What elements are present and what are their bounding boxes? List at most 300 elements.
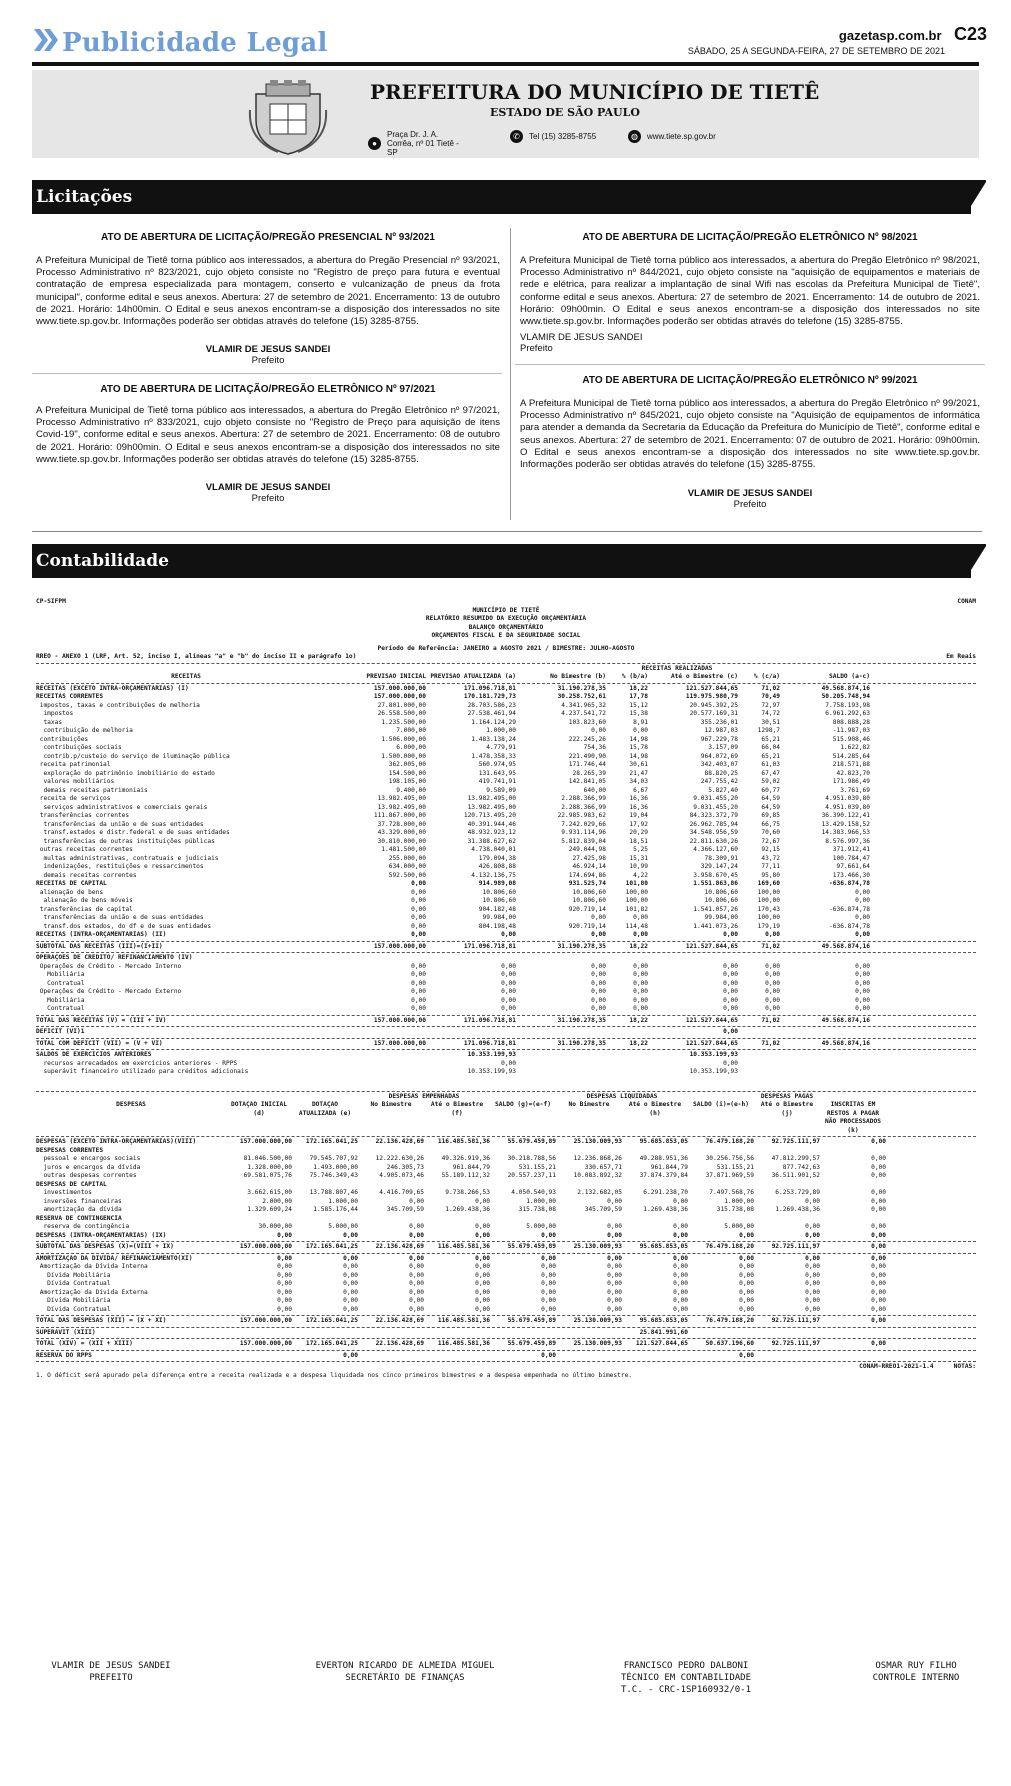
signature-role: TÉCNICO EM CONTABILIDADE	[620, 1673, 752, 1683]
table-row	[36, 812, 976, 821]
cell-value: 0,00	[411, 971, 426, 978]
receitas-table	[36, 685, 976, 940]
cell-value: 0,00	[855, 914, 870, 921]
table-row	[36, 1280, 976, 1289]
website-text[interactable]: www.tiete.sp.gov.br	[647, 132, 716, 141]
cell-value: 40.391.944,46	[467, 820, 516, 828]
table-row	[36, 778, 976, 787]
cell-value: 0,00	[409, 1254, 424, 1262]
cell-value: 247.755,42	[700, 778, 738, 785]
table-row	[36, 846, 976, 855]
cell-value: 88.820,25	[704, 769, 738, 777]
cell-value: 4.132.136,75	[471, 871, 516, 879]
cell-value: 10.806,60	[704, 888, 738, 896]
cell-value: 0,00	[673, 1271, 688, 1279]
row-label: Mobiliária	[36, 971, 85, 978]
cell-value: 74,72	[761, 710, 780, 717]
cell-value: 10.353.199,93	[689, 1068, 738, 1075]
row-label: contrib.p/custeio do serviço de iluminação pública	[36, 752, 230, 760]
cell-value: 75.746.349,43	[309, 1172, 358, 1179]
cell-value: -636.874,78	[829, 880, 870, 887]
cell-value: 5.000,00	[724, 1223, 754, 1230]
cell-value: 0,00	[765, 988, 780, 995]
row-label: contribuições sociais	[36, 744, 122, 751]
table-row	[36, 880, 976, 889]
cell-value: 9.031.455,20	[693, 795, 738, 802]
column-header: Até o Bimestre (c)	[670, 673, 738, 680]
cell-value: 0,00	[633, 988, 648, 995]
cell-value: 12.236.868,26	[573, 1155, 622, 1162]
row-label: outras despesas correntes	[36, 1172, 137, 1179]
table-row	[36, 906, 976, 915]
row-label: Dívida Contratual	[36, 1280, 111, 1287]
table-row	[36, 897, 976, 906]
cell-value: 0,00	[343, 1351, 358, 1359]
cell-value	[780, 1060, 870, 1069]
phone-contact	[510, 130, 596, 143]
cell-value: 157.000.000,00	[373, 693, 426, 700]
cell-value: 72,67	[761, 837, 780, 845]
licitacoes-band: Licitações	[32, 180, 971, 214]
cell-value: 92.725.111,97	[771, 1317, 820, 1324]
cell-value: 0,00	[411, 979, 426, 987]
cell-value	[516, 1068, 606, 1077]
table-row	[36, 1206, 976, 1215]
table-row	[36, 1060, 976, 1069]
rule	[36, 952, 976, 953]
cell-value: 0,00	[277, 1288, 292, 1296]
cell-value: 0,00	[343, 1254, 358, 1262]
cell-value: 64,59	[761, 803, 780, 811]
budget-report	[36, 598, 976, 1380]
cell-value: 31.388.627,62	[467, 837, 516, 845]
cell-value: 121.527.844,65	[685, 684, 738, 692]
despesas-total	[36, 1317, 976, 1326]
cell-value: 0,00	[765, 971, 780, 978]
row-label: demais receitas correntes	[36, 871, 137, 879]
cell-value: 55.189.112,32	[441, 1172, 490, 1179]
row-label: Dívida Contratual	[36, 1305, 111, 1313]
cell-value: 0,00	[871, 1163, 886, 1171]
receitas-subtotal	[36, 943, 976, 952]
cell-value: 50.637.196,60	[705, 1340, 754, 1347]
table-row	[36, 1272, 976, 1281]
table-row	[36, 980, 976, 989]
row-label: Operações de Crédito - Mercado Interno	[36, 962, 182, 970]
cell-value: 0,00	[277, 1305, 292, 1313]
column-header: No Bimestre	[370, 1101, 412, 1108]
cell-value: 0,00	[541, 1297, 556, 1304]
cell-value: 1.483.138,24	[471, 735, 516, 743]
column-header: PREVISÃO ATUALIZADA (a)	[430, 673, 516, 680]
cell-value	[226, 1352, 292, 1361]
column-header: INSCRITAS EM RESTOS A PAGAR NÃO PROCESSADOS (k)	[825, 1101, 881, 1134]
row-label: juros e encargos da dívida	[36, 1163, 141, 1171]
cell-value: 22.136.428,69	[375, 1340, 424, 1347]
cell-value: 0,00	[871, 1223, 886, 1230]
cell-value: 0,00	[723, 931, 738, 938]
cell-value: 3.761,69	[840, 786, 870, 794]
cell-value: 4.237.541,72	[561, 710, 606, 717]
cell-value: 4,22	[633, 871, 648, 879]
cell-value: 0,00	[855, 1005, 870, 1012]
row-label: Contratual	[36, 979, 85, 987]
cell-value: 0,00	[871, 1305, 886, 1313]
cell-value: 31.190.278,35	[557, 1039, 606, 1047]
despesas-subtotal	[36, 1243, 976, 1252]
cell-value: 18,22	[629, 1039, 648, 1047]
cell-value	[226, 1329, 292, 1338]
cell-value	[622, 1147, 688, 1156]
row-label: RECEITAS CORRENTES	[36, 693, 104, 700]
signer-role: Prefeito	[733, 499, 767, 510]
cell-value: 30,61	[629, 761, 648, 768]
cell-value	[688, 1215, 754, 1224]
column-header: DOTAÇÃO INICIAL (d)	[231, 1101, 287, 1117]
cell-value: 0,00	[723, 996, 738, 1004]
cell-value: 25.130.009,93	[573, 1340, 622, 1347]
cell-value: 0,00	[739, 1288, 754, 1296]
notice-signature	[520, 488, 980, 510]
cell-value: 0,00	[805, 1231, 820, 1239]
row-label: Operações de Crédito - Mercado Externo	[36, 988, 182, 995]
row-label: RESERVA DE CONTINGÊNCIA	[36, 1214, 122, 1222]
table-row	[36, 1155, 976, 1164]
cell-value: 0,00	[411, 880, 426, 887]
cell-value: 55.679.459,89	[507, 1243, 556, 1250]
rule	[36, 941, 976, 942]
signer-name: VLAMIR DE JESUS SANDEI	[205, 344, 331, 355]
cell-value: 0,00	[343, 1263, 358, 1270]
notice-body: A Prefeitura Municipal de Tietê torna público aos interessados, a abertura do Pregão Eletrônico nº 98/2021, Processo Administrativo nº 844/2021, cujo objeto consiste na "aquisição de equipamentos e materiais de rede e elétrica, para realizar a implantação de sinal Wifi nas escolas da Prefeitura Municipal de Tietê", conforme edital e seus anexos. Abertura: 27 de setembro de 2021. Encerramento: 14 de outubro de 2021. Horário: 09h00min. O Edital e seus anexos encontram-se a disposição dos interessados no site www.tiete.sp.gov.br. Informações poderão ser obtidas através do telefone (15) 3285-8755.	[520, 255, 980, 328]
rule	[36, 1315, 976, 1316]
band-tail-icon	[960, 544, 986, 578]
row-label: impostos, taxas e contribuições de melhoria	[36, 701, 200, 709]
cell-value: 101,80	[625, 880, 648, 887]
cell-value: 173.466,30	[832, 871, 870, 879]
row-label: Dívida Mobiliária	[36, 1271, 111, 1279]
cell-value: 0,00	[805, 1263, 820, 1270]
row-label: SALDOS DE EXERCÍCIOS ANTERIORES	[36, 1051, 152, 1058]
cell-value	[556, 1215, 622, 1224]
cell-value: 66,75	[761, 820, 780, 828]
cell-value: 0,00	[501, 1059, 516, 1067]
column-header: Até o Bimestre (j)	[760, 1101, 814, 1117]
cell-value	[754, 1181, 820, 1190]
signature-block	[300, 1660, 510, 1684]
cell-value: 0,00	[871, 1297, 886, 1304]
cell-value	[490, 1215, 556, 1224]
cell-value: 0,00	[765, 996, 780, 1004]
cell-value: 37.728.000,00	[377, 820, 426, 828]
cell-value: 0,00	[871, 1271, 886, 1279]
report-title: BALANÇO ORÇAMENTÁRIO	[468, 623, 544, 631]
phone-text[interactable]: Tel (15) 3285-8755	[529, 132, 597, 141]
cell-value	[556, 1329, 622, 1338]
cell-value	[424, 1147, 490, 1156]
cell-value: 18,22	[629, 942, 648, 950]
cell-value: 0,00	[633, 931, 648, 938]
cell-value: 0,00	[633, 1005, 648, 1012]
cell-value: 4.779,91	[486, 744, 516, 751]
row-label: TOTAL COM DÉFICIT (VII) = (V + VI)	[36, 1039, 163, 1047]
cell-value: 0,00	[409, 1280, 424, 1287]
cell-value: 246.305,73	[386, 1163, 424, 1171]
cell-value: 0,00	[343, 1297, 358, 1304]
cell-value: 171.096.718,81	[463, 942, 516, 950]
table-row	[36, 1005, 976, 1014]
cell-value: 169,60	[757, 880, 780, 887]
notice-signature	[520, 332, 643, 354]
cell-value: 31.190.278,35	[557, 1016, 606, 1024]
row-label: DESPESAS (INTRA-ORÇAMENTÁRIAS) (IX)	[36, 1231, 167, 1239]
cell-value: 0,00	[673, 1297, 688, 1304]
report-system: CP-SIFPM	[36, 598, 66, 605]
table-row	[36, 795, 976, 804]
cell-value: 0,00	[739, 1297, 754, 1304]
row-label: SUBTOTAL DAS DESPESAS (X)=(VIII + IX)	[36, 1243, 174, 1250]
table-row	[36, 914, 976, 923]
cell-value: 0,00	[411, 888, 426, 896]
cell-value: 0,00	[501, 996, 516, 1004]
cell-value	[738, 1060, 780, 1069]
cell-value: 514.285,64	[832, 752, 870, 760]
cell-value: 931.525,74	[568, 880, 606, 887]
notice-title: ATO DE ABERTURA DE LICITAÇÃO/PREGÃO ELETRÔNICO Nº 98/2021	[582, 232, 918, 243]
cell-value: 531.155,21	[716, 1163, 754, 1171]
cell-value: 1.493.000,00	[313, 1163, 358, 1171]
row-label: DESPESAS DE CAPITAL	[36, 1180, 107, 1188]
cell-value: 157.000.000,00	[373, 942, 426, 950]
cell-value: 157.000.000,00	[239, 1243, 292, 1250]
globe-icon: ◍	[628, 130, 641, 143]
site-name[interactable]: gazetasp.com.br	[838, 28, 942, 43]
cell-value: 95.685.853,05	[639, 1138, 688, 1145]
cell-value: 0,00	[411, 931, 426, 938]
cell-value: 25.130.009,93	[573, 1317, 622, 1324]
cell-value: 0,00	[591, 727, 606, 734]
row-label: transferências de capital	[36, 905, 133, 913]
signature-name: OSMAR RUY FILHO	[875, 1661, 957, 1671]
cell-value: 0,00	[277, 1231, 292, 1239]
cell-value: 0,00	[501, 988, 516, 995]
cell-value: 0,00	[723, 1028, 738, 1035]
cell-value: 30.256.756,56	[705, 1155, 754, 1162]
column-header: DESPESAS	[116, 1101, 146, 1108]
receitas-header	[36, 673, 976, 682]
cell-value: 8,91	[633, 718, 648, 726]
cell-value: 0,00	[409, 1271, 424, 1279]
row-label: transferências correntes	[36, 812, 130, 819]
cell-value: 119.975.980,79	[685, 693, 738, 700]
table-row	[36, 1051, 976, 1060]
cell-value: 69,85	[761, 812, 780, 819]
row-label: DESPESAS CORRENTES	[36, 1146, 104, 1154]
cell-value: 0,00	[855, 988, 870, 995]
cell-value: 0,00	[501, 931, 516, 938]
cell-value: 355.236,01	[700, 718, 738, 726]
signature-registry: T.C. - CRC-1SP160932/0-1	[620, 1685, 752, 1695]
cell-value: 10.806,60	[704, 897, 738, 904]
cell-value: 255.000,00	[388, 854, 426, 862]
cell-value: 0,00	[541, 1351, 556, 1359]
cell-value: 0,00	[673, 1197, 688, 1205]
cell-value: 920.719,14	[568, 905, 606, 913]
table-row	[36, 1329, 976, 1338]
cell-value: 967.229,78	[700, 735, 738, 743]
cell-value: 0,00	[805, 1223, 820, 1230]
cell-value: 17,92	[629, 820, 648, 828]
cell-value: 249.044,98	[568, 846, 606, 853]
cell-value: 754,36	[583, 744, 606, 751]
cell-value: 0,00	[475, 1280, 490, 1287]
cell-value: 174.694,86	[568, 871, 606, 879]
cell-value	[556, 1147, 622, 1156]
report-note: 1. O déficit será apurado pela diferença entre a receita realizada e a despesa liquidada nos cinco primeiros bimestres e a despesa empenhada no último bimestre.	[36, 1371, 633, 1379]
cell-value: 84.323.372,79	[689, 812, 738, 819]
rule	[36, 1361, 976, 1362]
cell-value	[754, 1352, 820, 1361]
cell-value: 0,00	[607, 1223, 622, 1230]
cell-value: 25.841.991,60	[639, 1328, 688, 1336]
cell-value: 4.050.540,93	[511, 1189, 556, 1196]
cell-value: 9.931.114,96	[561, 829, 606, 836]
table-row	[36, 1215, 976, 1224]
table-row	[36, 954, 976, 963]
cell-value: 342.403,07	[700, 761, 738, 768]
cell-value: 71,02	[761, 684, 780, 692]
row-label: alienação de bens móveis	[36, 897, 133, 904]
cell-value: 69.581.075,76	[243, 1172, 292, 1179]
table-row	[36, 943, 976, 952]
deficit-row	[36, 1028, 976, 1037]
cell-value	[358, 1215, 424, 1224]
cell-value: 28.703.586,23	[467, 701, 516, 709]
row-label: Dívida Mobiliária	[36, 1297, 111, 1304]
row-label: transf.estados e distr.federal e de suas entidades	[36, 829, 230, 836]
cell-value: 0,00	[475, 1288, 490, 1296]
table-row	[36, 1255, 976, 1264]
cell-value: 1.269.438,36	[775, 1206, 820, 1213]
rule	[36, 683, 976, 684]
row-label: transferências da união e de suas entidades	[36, 914, 204, 921]
cell-value: 15,38	[629, 710, 648, 717]
table-row	[36, 1172, 976, 1181]
cell-value: 0,00	[541, 1231, 556, 1239]
cell-value	[622, 1181, 688, 1190]
cell-value: 101,82	[625, 905, 648, 913]
cell-value: 22.136.428,69	[375, 1138, 424, 1145]
cell-value: 79.545.707,92	[309, 1155, 358, 1162]
cell-value: 0,00	[475, 1305, 490, 1313]
cell-value: 81.046.500,00	[243, 1155, 292, 1162]
cell-value: 0,00	[673, 1254, 688, 1262]
cell-value: 22.811.630,26	[689, 837, 738, 845]
report-title: ORÇAMENTOS FISCAL E DA SEGURIDADE SOCIAL	[431, 632, 581, 639]
cell-value: 22.985.983,62	[557, 812, 606, 819]
row-label: RECEITAS (EXCETO INTRA-ORÇAMENTÁRIAS) (I)	[36, 684, 189, 692]
signer-name: VLAMIR DE JESUS SANDEI	[687, 488, 813, 499]
cell-value: 37.874.379,84	[639, 1172, 688, 1179]
cell-value: 15,78	[629, 744, 648, 751]
cell-value: 0,00	[591, 996, 606, 1004]
cell-value: 59,02	[761, 778, 780, 785]
row-label: demais receitas patrimoniais	[36, 786, 148, 794]
row-label: indenizações, restituições e ressarcimentos	[36, 863, 204, 870]
cell-value: 97.661,64	[836, 863, 870, 870]
cell-value: 4.951.039,80	[825, 795, 870, 802]
cell-value: 131.643,95	[478, 769, 516, 777]
cell-value: 18,22	[629, 1016, 648, 1024]
table-row	[36, 1263, 976, 1272]
column-header: SALDO (g)=(e-f)	[495, 1101, 551, 1108]
row-label: RECEITAS DE CAPITAL	[36, 880, 107, 887]
cell-value: 17,78	[629, 693, 648, 700]
cell-value	[820, 1181, 886, 1190]
cell-value: 0,00	[501, 962, 516, 970]
cell-value: 0,00	[607, 1288, 622, 1296]
cell-value: 10.353.199,93	[689, 1051, 738, 1058]
cell-value: 76.479.188,20	[705, 1317, 754, 1324]
cell-value: 0,00	[673, 1305, 688, 1313]
cell-value: 116.485.581,36	[437, 1340, 490, 1347]
notice-title: ATO DE ABERTURA DE LICITAÇÃO/PREGÃO ELETRÔNICO Nº 97/2021	[100, 384, 436, 395]
cell-value: 560.974,95	[478, 761, 516, 768]
cell-value: 1.329.609,24	[247, 1206, 292, 1213]
row-label: Amortização da Dívida Externa	[36, 1288, 148, 1296]
cell-value: 0,00	[501, 979, 516, 987]
cell-value: 10.806,60	[482, 897, 516, 904]
cell-value: 0,00	[723, 971, 738, 978]
cell-value: 0,00	[739, 1280, 754, 1287]
cell-value: 3.958.670,45	[693, 871, 738, 879]
cell-value: 6.253.729,89	[775, 1189, 820, 1196]
cell-value: 1.235.500,00	[381, 718, 426, 726]
cell-value: 111.867.000,00	[373, 812, 426, 819]
cell-value: 0,00	[607, 1263, 622, 1270]
row-label: TOTAL (XIV) = (XII + XIII)	[36, 1340, 133, 1347]
cell-value: 19,04	[629, 812, 648, 819]
cell-value: 0,00	[591, 914, 606, 921]
cell-value: 4.905.073,46	[379, 1172, 424, 1179]
superavit-row	[36, 1329, 976, 1338]
cell-value: 0,00	[739, 1231, 754, 1239]
cell-value: 31.190.278,35	[557, 942, 606, 950]
signature-block	[36, 1660, 186, 1684]
cell-value: 60,77	[761, 786, 780, 794]
location-pin-icon: ●	[368, 137, 381, 150]
cell-value	[556, 1352, 622, 1361]
cell-value: 0,00	[871, 1263, 886, 1270]
rule	[36, 1015, 976, 1016]
cell-value: 22.136.428,69	[375, 1243, 424, 1250]
cell-value: 1.000,00	[328, 1197, 358, 1205]
table-row	[36, 821, 976, 830]
cell-value: 0,00	[277, 1263, 292, 1270]
table-row	[36, 1198, 976, 1207]
cell-value: 0,00	[409, 1263, 424, 1270]
table-row	[36, 1181, 976, 1190]
cell-value: 46.924,14	[572, 863, 606, 870]
cell-value: 0,00	[277, 1297, 292, 1304]
cell-value: 1.328.000,00	[247, 1163, 292, 1171]
cell-value: 157.000.000,00	[239, 1317, 292, 1324]
cell-value: 0,00	[805, 1297, 820, 1304]
cell-value: 71,02	[761, 1039, 780, 1047]
cell-value: 0,00	[871, 1197, 886, 1205]
cell-value: 157.000.000,00	[239, 1138, 292, 1145]
cell-value: 0,00	[871, 1172, 886, 1179]
